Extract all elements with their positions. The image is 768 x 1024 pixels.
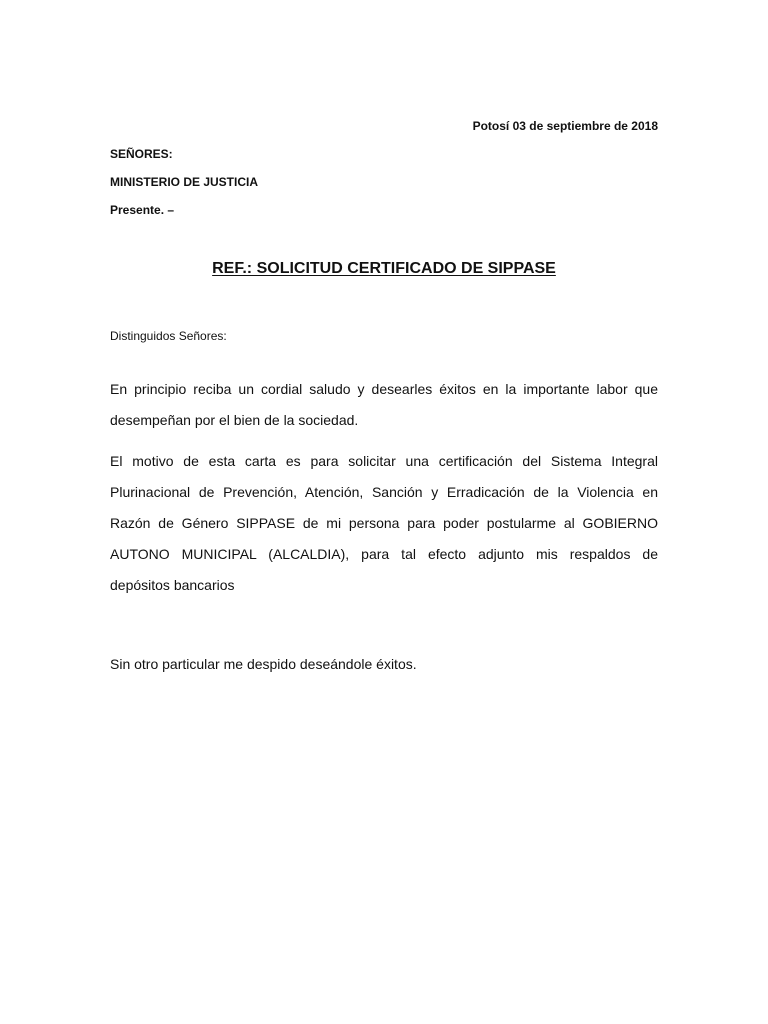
recipient-salutation-heading: SEÑORES: (110, 147, 173, 161)
paragraph2-line4: AUTONO MUNICIPAL (ALCALDIA), para tal efecto adjunto mis respaldos de (110, 546, 658, 562)
paragraph1-line1: En principio reciba un cordial saludo y desearles éxitos en la importante labor que (110, 381, 658, 397)
reference-title-container (0, 258, 768, 280)
paragraph1-line2: desempeñan por el bien de la sociedad. (110, 412, 359, 428)
recipient-presente: Presente. – (110, 203, 175, 217)
paragraph2-line5: depósitos bancarios (110, 577, 235, 593)
paragraph2-line2: Plurinacional de Prevención, Atención, Sanción y Erradicación de la Violencia en (110, 484, 658, 500)
paragraph2-line1: El motivo de esta carta es para solicitar una certificación del Sistema Integral (110, 453, 658, 469)
recipient-institution: MINISTERIO DE JUSTICIA (110, 175, 259, 189)
reference-title: REF.: SOLICITUD CERTIFICADO DE SIPPASE (212, 260, 556, 277)
paragraph2-line3: Razón de Género SIPPASE de mi persona para poder postularme al GOBIERNO (110, 515, 658, 531)
closing-line: Sin otro particular me despido deseándole éxitos. (110, 656, 417, 672)
date-line: Potosí 03 de septiembre de 2018 (472, 119, 658, 133)
salutation: Distinguidos Señores: (110, 329, 227, 343)
